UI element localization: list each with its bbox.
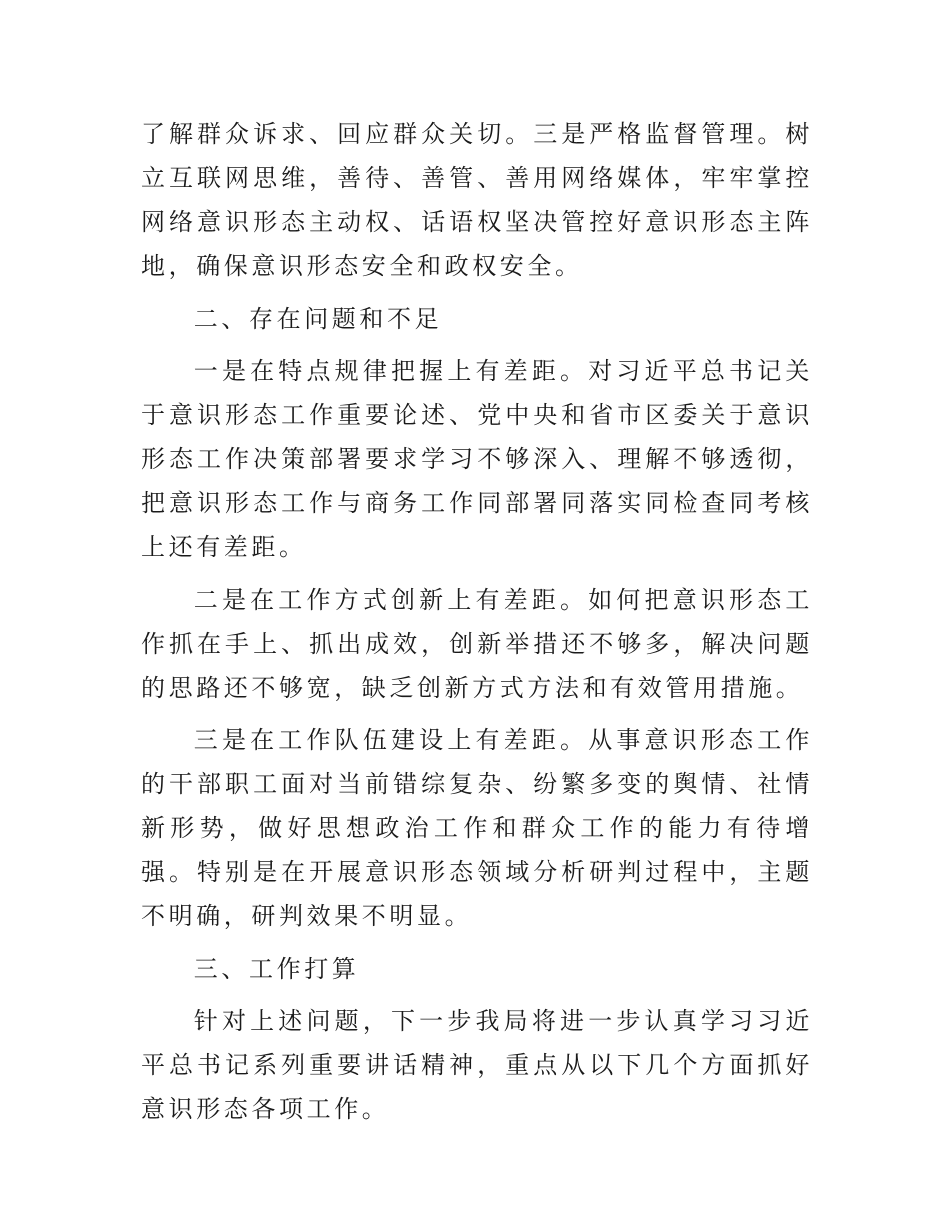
paragraph-continuation: 了解群众诉求、回应群众关切。三是严格监督管理。树立互联网思维，善待、善管、善用网络媒体，牢牢掌控网络意识形态主动权、话语权坚决管控好意识形态主阵地，确保意识形态安全和政权安全。 xyxy=(141,120,813,280)
paragraph-plans: 针对上述问题，下一步我局将进一步认真学习习近平总书记系列重要讲话精神，重点从以下几个方面抓好意识形态各项工作。 xyxy=(141,1007,813,1123)
paragraph-problem-1: 一是在特点规律把握上有差距。对习近平总书记关于意识形态工作重要论述、党中央和省市区委关于意识形态工作决策部署要求学习不够深入、理解不够透彻，把意识形态工作与商务工作同部署同落实同检查同考核上还有差距。 xyxy=(141,357,813,561)
section-heading-plans: 三、工作打算 xyxy=(193,954,360,983)
document-body xyxy=(141,112,813,1140)
paragraph-problem-2: 二是在工作方式创新上有差距。如何把意识形态工作抓在手上、抓出成效，创新举措还不够多，解决问题的思路还不够宽，缺乏创新方式方法和有效管用措施。 xyxy=(141,585,813,702)
section-heading-problems: 二、存在问题和不足 xyxy=(193,304,443,333)
paragraph-problem-3: 三是在工作队伍建设上有差距。从事意识形态工作的干部职工面对当前错综复杂、纷繁多变的舆情、社情新形势，做好思想政治工作和群众工作的能力有待增强。特别是在开展意识形态领域分析研判过程中，主题不明确，研判效果不明显。 xyxy=(141,726,813,930)
